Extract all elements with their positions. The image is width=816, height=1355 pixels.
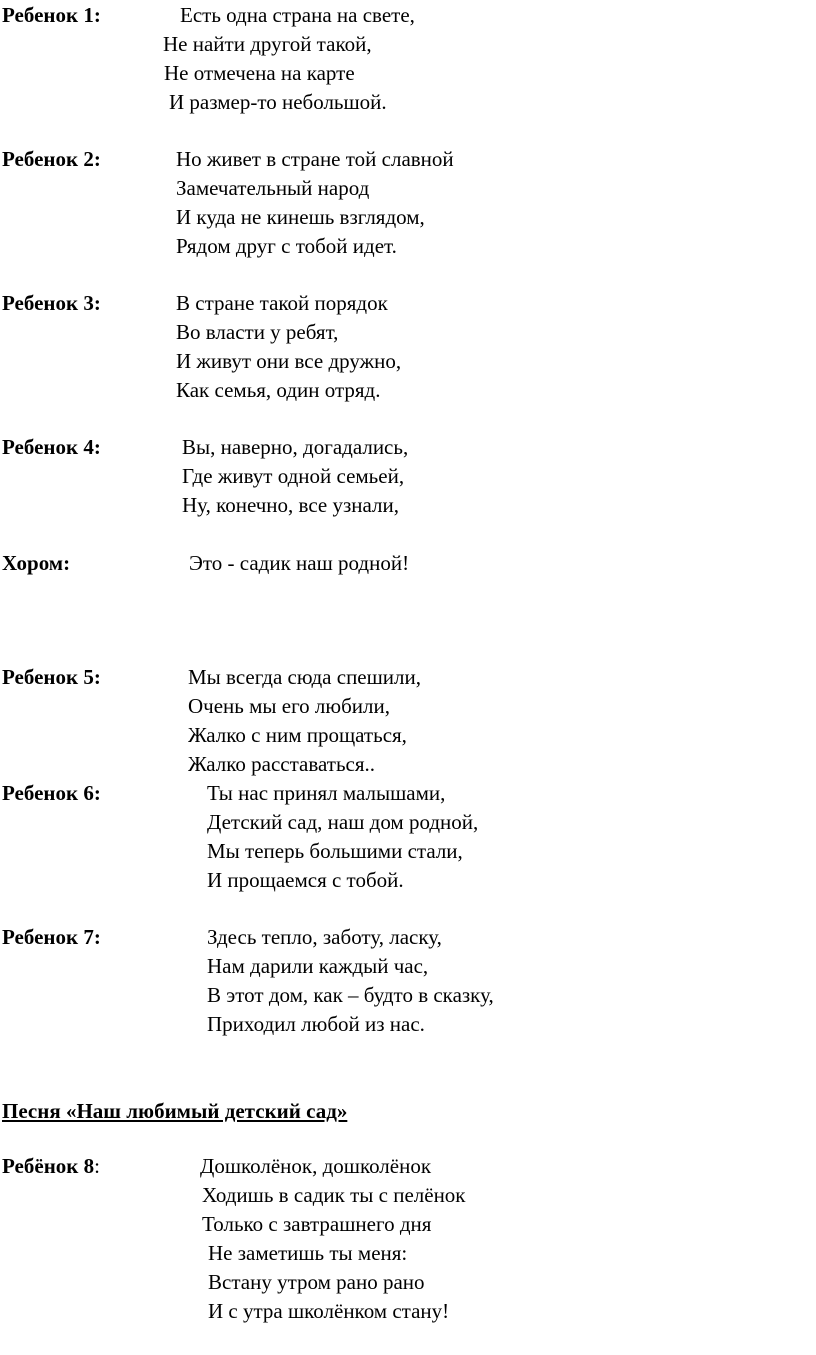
verse-line: Вы, наверно, догадались, (182, 435, 409, 459)
verse-line: Рядом друг с тобой идет. (176, 234, 397, 258)
verse-line: Мы всегда сюда спешили, (188, 665, 421, 689)
speaker-label (2, 1152, 100, 1181)
verse-line: Встану утром рано рано (208, 1270, 425, 1294)
speaker-name: Ребёнок 8 (2, 1154, 95, 1178)
speaker-label: Ребенок 7: (2, 925, 101, 949)
verse-lines (189, 549, 409, 578)
verse-line: Жалко с ним прощаться, (188, 723, 407, 747)
verse-lines (182, 433, 408, 520)
verse-line: И живут они все дружно, (176, 349, 402, 373)
song-title: Песня «Наш любимый детский сад» (2, 1099, 348, 1123)
speaker-label: Ребенок 4: (2, 435, 101, 459)
speaker-label: Ребенок 3: (2, 291, 101, 315)
verse-lines (200, 1152, 466, 1326)
verse-line: Ну, конечно, все узнали, (182, 493, 399, 517)
verse-line: Очень мы его любили, (188, 694, 390, 718)
speaker-label: Ребенок 6: (2, 781, 101, 805)
verse-line: Нам дарили каждый час, (207, 954, 429, 978)
verse-lines (163, 1, 415, 117)
verse-line: Замечательный народ (176, 176, 370, 200)
verse-line: Не заметишь ты меня: (208, 1241, 408, 1265)
verse-line: И с утра школёнком стану! (208, 1299, 450, 1323)
verse-line: Дошколёнок, дошколёнок (200, 1154, 432, 1178)
speaker-colon: : (94, 1154, 100, 1178)
speaker-label: Ребенок 1: (2, 3, 101, 27)
verse-lines (176, 289, 401, 405)
verse-line: Приходил любой из нас. (207, 1012, 425, 1036)
verse-line: В этот дом, как – будто в сказку, (207, 983, 494, 1007)
verse-line: Есть одна страна на свете, (180, 3, 415, 27)
verse-line: Не отмечена на карте (164, 61, 355, 85)
verse-line: Ты нас принял малышами, (207, 781, 446, 805)
speaker-label: Хором: (2, 551, 71, 575)
verse-line: Ходишь в садик ты с пелёнок (202, 1183, 466, 1207)
verse-line: В стране такой порядок (176, 291, 388, 315)
verse-line: Где живут одной семьей, (182, 464, 405, 488)
verse-line: И размер-то небольшой. (169, 90, 387, 114)
verse-line: Но живет в стране той славной (176, 147, 454, 171)
verse-line: Здесь тепло, заботу, ласку, (207, 925, 442, 949)
verse-lines (207, 923, 494, 1039)
verse-lines (207, 779, 478, 895)
speaker-label: Ребенок 2: (2, 147, 101, 171)
verse-line: Это - садик наш родной! (189, 551, 410, 575)
verse-lines (188, 663, 421, 779)
verse-line: Только с завтрашнего дня (202, 1212, 432, 1236)
verse-lines (176, 145, 454, 261)
verse-line: И прощаемся с тобой. (207, 868, 404, 892)
verse-line: И куда не кинешь взглядом, (176, 205, 425, 229)
verse-line: Во власти у ребят, (176, 320, 339, 344)
speaker-label: Ребенок 5: (2, 665, 101, 689)
verse-line: Детский сад, наш дом родной, (207, 810, 479, 834)
verse-line: Жалко расставаться.. (188, 752, 376, 776)
verse-line: Мы теперь большими стали, (207, 839, 463, 863)
verse-line: Не найти другой такой, (163, 32, 372, 56)
verse-line: Как семья, один отряд. (176, 378, 381, 402)
